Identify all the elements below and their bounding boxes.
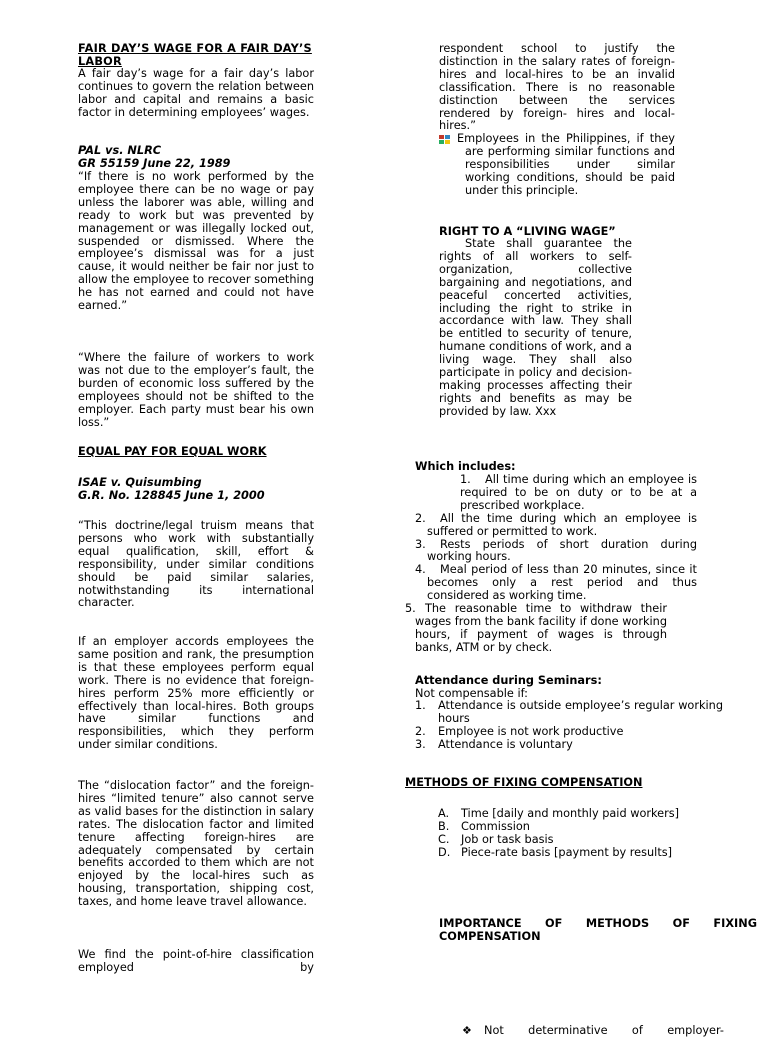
bullet-not-determinative xyxy=(462,1025,724,1037)
heading-equal-pay: EQUAL PAY FOR EQUAL WORK xyxy=(78,445,267,458)
method-item-d-text: Piece-rate basis [payment by results] xyxy=(461,845,673,859)
case-gr-pal: GR 55159 June 22, 1989 xyxy=(78,157,231,170)
quote-economic-loss: “Where the failure of workers to work was not due to the employer’s fault, the burden of economic loss suffered by the employees should not be shifted to the employer. Each party must bear his own loss.” xyxy=(78,351,314,429)
intro-paragraph: A fair day’s wage for a fair day’s labor continues to govern the relation between labor and capital and remains a basic factor in determining employees’ wages. xyxy=(78,67,314,119)
seminar-item-1-text: Attendance is outside employee’s regular working hours xyxy=(438,699,723,725)
case-title-pal: PAL vs. NLRC xyxy=(78,144,162,157)
paragraph-continued: respondent school to justify the distinction in the salary rates of foreign- hires and local-hires to be an invalid classification. There is no reasonable distinction between the services rendered by foreign- hires and local-hires.” xyxy=(439,42,675,133)
includes-item-5-number: 5. xyxy=(405,602,416,616)
includes-item-1 xyxy=(460,474,697,513)
heading-fair-wage-line1: FAIR DAY’S WAGE FOR A FAIR DAY’S xyxy=(78,42,312,55)
paragraph-presumption: If an employer accords employees the same position and rank, the presumption is that these employees perform equal work. There is no evidence that foreign-hires perform 25% more efficiently or effectively than local-hires. Both groups have similar functions and responsibilities, which they perform under similar conditions. xyxy=(78,635,314,752)
paragraph-dislocation: The “dislocation factor” and the foreign-hires “limited tenure” also cannot serve as valid bases for the distinction in salary rates. The dislocation factor and limited tenure affecting foreign-hires are adequately compensated by certain benefits accorded to them which are not enjoyed by the local-hires such as housing, transportation, shipping cost, taxes, and home leave travel allowance. xyxy=(78,779,314,909)
methods-list xyxy=(438,808,738,860)
method-item-c-letter: C. xyxy=(438,832,450,846)
bullet-not-determinative-text: Not determinative of employer- xyxy=(484,1023,724,1037)
includes-item-4 xyxy=(415,564,697,603)
includes-item-1-text: All time during which an employee is required to be on duty or to be at a prescribed workplace. xyxy=(460,473,697,512)
includes-item-3-text: Rests periods of short duration during working hours. xyxy=(427,537,697,564)
includes-item-2-number: 2. xyxy=(415,511,426,525)
includes-item-4-number: 4. xyxy=(415,563,426,577)
includes-item-2-text: All the time during which an employee is suffered or permitted to work. xyxy=(427,511,697,538)
right-column xyxy=(405,0,757,1037)
heading-attendance-seminars: Attendance during Seminars: xyxy=(415,674,602,687)
quote-no-work-no-pay: “If there is no work performed by the employee there can be no wage or pay unless the laborer was able, willing and ready to work but was prevented by management or was illegally locked out, suspended or dismissed. Where the employee’s dismissal was for a just cause, it would neither be fair nor just to allow the employee to recover something he has not earned and could not have earned.” xyxy=(78,170,314,313)
bullet-employees-philippines xyxy=(439,133,675,198)
seminar-item-2-number: 2. xyxy=(415,724,426,738)
method-item-a-letter: A. xyxy=(438,807,450,820)
seminar-item-3 xyxy=(415,739,723,752)
heading-methods-compensation: METHODS OF FIXING COMPENSATION xyxy=(405,776,643,789)
method-item-d xyxy=(438,847,738,860)
includes-item-5-text: The reasonable time to withdraw their wages from the bank facility if done working hours, if payment of wages is through banks, ATM or by check. xyxy=(415,602,667,654)
heading-importance-methods: IMPORTANCE OF METHODS OF FIXING COMPENSATION xyxy=(439,917,757,943)
includes-list xyxy=(405,474,697,655)
seminar-item-3-text: Attendance is voluntary xyxy=(438,737,573,751)
includes-item-1-number: 1. xyxy=(460,473,471,486)
method-item-b-letter: B. xyxy=(438,819,450,833)
heading-fair-wage-line2: LABOR xyxy=(78,54,122,68)
seminar-item-3-number: 3. xyxy=(415,737,426,751)
includes-item-3-number: 3. xyxy=(415,537,426,551)
seminar-item-1-number: 1. xyxy=(415,699,426,712)
includes-item-2 xyxy=(415,513,697,539)
method-item-c-text: Job or task basis xyxy=(461,832,554,846)
case-gr-isae: G.R. No. 128845 June 1, 2000 xyxy=(78,489,265,502)
paragraph-doctrine: “This doctrine/legal truism means that persons who work with substantially equal qualification, skill, effort & responsibility, under similar conditions should be paid similar salaries, notwithstanding its international character. xyxy=(78,519,314,610)
method-item-a-text: Time [daily and monthly paid workers] xyxy=(461,807,680,820)
seminar-list xyxy=(415,700,723,752)
includes-item-4-text: Meal period of less than 20 minutes, since it becomes only a rest period and thus considered as working time. xyxy=(427,563,697,603)
includes-item-5 xyxy=(405,603,667,655)
method-item-b-text: Commission xyxy=(461,819,530,833)
heading-living-wage: RIGHT TO A “LIVING WAGE” xyxy=(439,225,616,238)
diamond-bullet-icon: ❖ xyxy=(462,1023,472,1037)
heading-fair-wage xyxy=(78,43,361,69)
seminar-subheading: Not compensable if: xyxy=(415,687,528,700)
case-title-isae: ISAE v. Quisumbing xyxy=(78,476,202,489)
paragraph-point-of-hire: We find the point-of-hire classification employed by xyxy=(78,948,314,974)
seminar-item-2-text: Employee is not work productive xyxy=(438,724,624,738)
heading-which-includes: Which includes: xyxy=(415,460,516,473)
includes-item-3 xyxy=(415,539,697,565)
method-item-d-letter: D. xyxy=(438,845,451,859)
paragraph-living-wage: State shall guarantee the rights of all workers to self-organization, collective bargaining and negotiations, and peaceful concerted activities, including the right to strike in accordance with law. They shall be entitled to security of tenure, humane conditions of work, and a living wage. They shall also participate in policy and decision-making processes affecting their rights and benefits as may be provided by law. Xxx xyxy=(439,237,632,418)
seminar-item-1 xyxy=(415,700,723,726)
flag-bullet-icon xyxy=(439,135,450,144)
bullet-employees-text: Employees in the Philippines, if they are performing similar functions and responsibilities under similar working conditions, should be paid under this principle. xyxy=(457,132,675,197)
